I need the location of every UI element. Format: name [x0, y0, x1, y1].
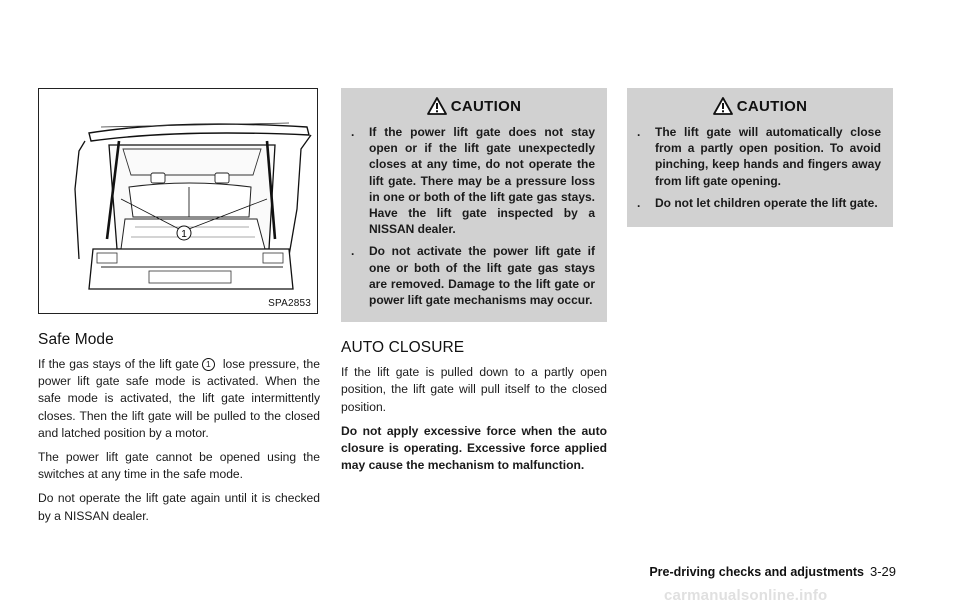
caution-item [351, 124, 595, 237]
caution-list-1 [341, 124, 607, 308]
figure-code: SPA2853 [268, 298, 311, 309]
auto-closure-paragraph-1: If the lift gate is pulled down to a partly open position, the lift gate will pull itself to the closed position. [341, 365, 607, 414]
safe-mode-paragraph-2: The power lift gate cannot be opened using the switches at any time in the safe mode. [38, 450, 320, 482]
caution-title-1: CAUTION [450, 97, 522, 115]
warning-triangle-icon [427, 97, 447, 115]
caution-list-2 [627, 124, 893, 211]
page-number: 3-29 [869, 564, 896, 579]
caution-header-2 [627, 88, 893, 124]
caution-box-2 [627, 88, 893, 227]
caution-item-text: Do not activate the power lift gate if one or both of the lift gate gas stays are removed. Damage to the lift gate or power lift gate mechanisms may occur. [369, 244, 595, 308]
bullet: . [637, 195, 641, 210]
caution-item-text: Do not let children operate the lift gate. [655, 195, 878, 210]
middle-column [341, 88, 607, 481]
caution-item-text: The lift gate will automatically close from a partly open position. To avoid pinching, keep hands and fingers away from lift gate opening. [655, 125, 881, 188]
safe-mode-heading: Safe Mode [38, 331, 114, 348]
safe-mode-p1-end: lose pressure, the power lift gate safe mode is activated. When the safe mode is activated, the lift gate intermittently closes. Then the lift gate will be pulled to the closed and latched position by a motor. [38, 357, 320, 440]
caution-box-1 [341, 88, 607, 322]
watermark: carmanualsonline.info [664, 587, 828, 604]
footer-section-title: Pre-driving checks and adjustments [649, 565, 864, 579]
left-column [38, 88, 320, 532]
caution-item [351, 243, 595, 308]
caution-item [637, 195, 881, 211]
safe-mode-p1-start: If the gas stays of the lift gate [38, 357, 199, 371]
warning-triangle-icon [713, 97, 733, 115]
auto-closure-paragraph-2: Do not apply excessive force when the auto closure is operating. Excessive force applied may cause the mechanism to malfunction. [341, 423, 607, 473]
caution-item-text: If the power lift gate does not stay open or if the lift gate unexpectedly closes at any time, do not operate the lift gate. There may be a pressure loss in one or both of the lift gate gas stays. Have the lift gate inspected by a NISSAN dealer. [369, 125, 595, 237]
caution-item [637, 124, 881, 189]
figure-callout-number: 1 [181, 229, 187, 240]
bullet: . [351, 244, 355, 259]
callout-1-badge: 1 [202, 358, 215, 371]
page-footer [641, 564, 896, 579]
right-column [627, 88, 893, 227]
caution-header-1 [341, 88, 607, 124]
lift-gate-illustration [38, 88, 318, 314]
bullet: . [637, 125, 641, 139]
open-lift-gate-drawing [39, 89, 318, 314]
safe-mode-paragraph-1 [38, 356, 320, 442]
caution-title-2: CAUTION [736, 97, 808, 115]
safe-mode-paragraph-3: Do not operate the lift gate again until it is checked by a NISSAN dealer. [38, 491, 320, 523]
auto-closure-heading: AUTO CLOSURE [341, 339, 465, 357]
bullet: . [351, 125, 355, 139]
